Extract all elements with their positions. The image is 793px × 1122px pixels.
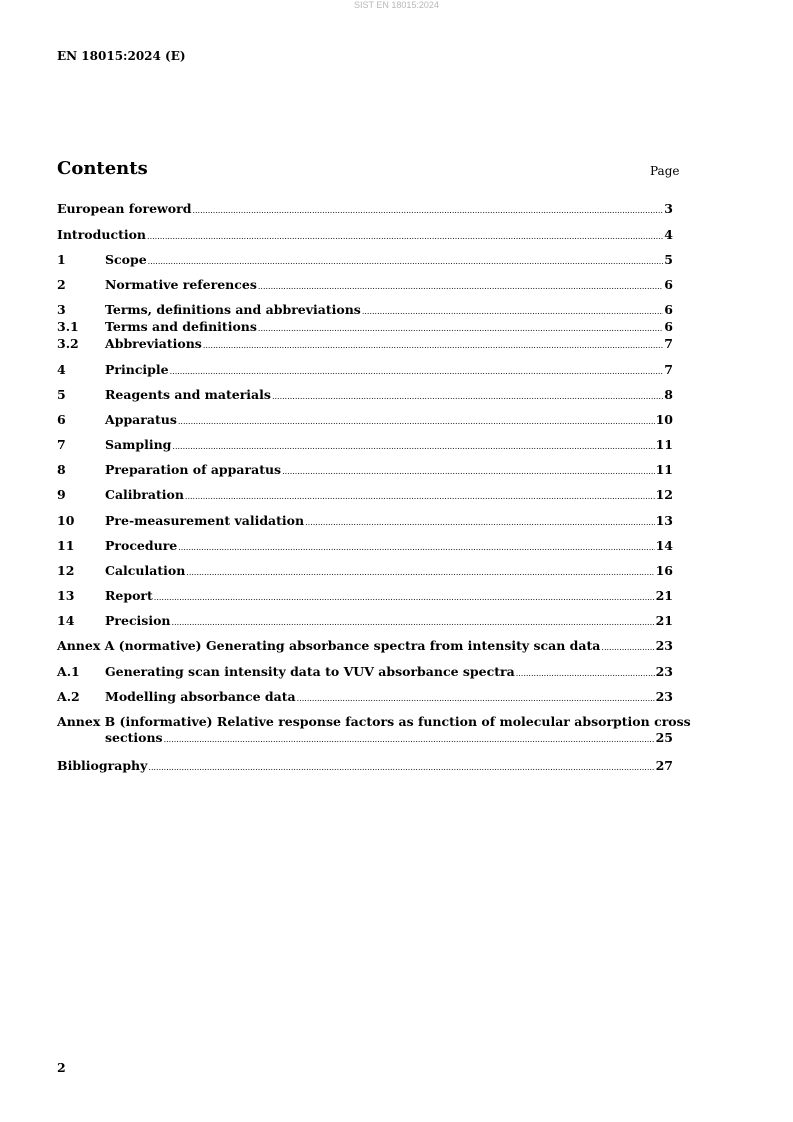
toc-dot-leader (258, 279, 663, 295)
toc-entry-number: 12 (57, 563, 75, 578)
toc-dot-leader (516, 666, 655, 682)
toc-entry-page: 11 (655, 462, 673, 477)
toc-entry-number: 1 (57, 252, 66, 267)
toc-entry-page: 11 (655, 437, 673, 452)
toc-entry-title: Preparation of apparatus (105, 462, 282, 477)
toc-entry-page: 23 (655, 638, 673, 653)
toc-entry-number: 3.1 (57, 319, 79, 334)
toc-entry-page: 16 (655, 563, 673, 578)
toc-entry-title: Modelling absorbance data (105, 689, 296, 704)
toc-entry[interactable] (57, 319, 673, 337)
toc-entry-number: 10 (57, 513, 75, 528)
toc-entry-page: 6 (664, 319, 673, 334)
toc-entry-page: 23 (655, 664, 673, 679)
toc-dot-leader (185, 489, 655, 505)
toc-entry[interactable] (57, 336, 673, 354)
toc-entry-title: Principle (105, 362, 169, 377)
contents-heading: Contents (57, 158, 148, 179)
toc-entry[interactable] (57, 664, 673, 682)
toc-entry-title: Introduction (57, 227, 147, 242)
toc-entry-page: 12 (655, 487, 673, 502)
toc-entry-page: 21 (655, 613, 673, 628)
toc-dot-leader (148, 760, 654, 776)
toc-entry-page: 13 (655, 513, 673, 528)
toc-entry-page: 3 (664, 201, 673, 216)
toc-entry-number: 3.2 (57, 336, 79, 351)
toc-dot-leader (258, 321, 663, 337)
toc-entry-page: 7 (664, 362, 673, 377)
toc-dot-leader (147, 229, 663, 245)
toc-entry[interactable] (57, 302, 673, 320)
toc-dot-leader (178, 540, 654, 556)
toc-entry-title: Scope (105, 252, 147, 267)
toc-dot-leader (172, 439, 654, 455)
toc-entry-title: Pre-measurement validation (105, 513, 305, 528)
watermark: SIST EN 18015:2024 (354, 0, 439, 10)
toc-entry[interactable] (57, 613, 673, 631)
toc-entry-number: 3 (57, 302, 66, 317)
toc-entry-number: 6 (57, 412, 66, 427)
toc-entry[interactable] (57, 563, 673, 581)
toc-entry-page: 27 (655, 758, 673, 773)
toc-entry-number: 14 (57, 613, 75, 628)
toc-dot-leader (601, 640, 654, 656)
toc-entry-number: 13 (57, 588, 75, 603)
toc-entry-title: Normative references (105, 277, 257, 292)
toc-entry[interactable] (57, 689, 673, 707)
toc-entry-number: A.2 (57, 689, 80, 704)
toc-dot-leader (203, 338, 663, 354)
toc-dot-leader (178, 414, 655, 430)
toc-entry[interactable] (57, 487, 673, 505)
page-number: 2 (57, 1060, 66, 1075)
toc-dot-leader (154, 590, 655, 606)
toc-entry-title: Reagents and materials (105, 387, 271, 402)
toc-entry[interactable] (57, 513, 673, 531)
toc-entry-title: Terms, definitions and abbreviations (105, 302, 361, 317)
toc-entry-number: A.1 (57, 664, 80, 679)
toc-entry-page: 8 (664, 387, 673, 402)
toc-entry[interactable] (57, 538, 673, 556)
toc-entry-title: Apparatus (105, 412, 177, 427)
toc-dot-leader (172, 615, 655, 631)
toc-entry[interactable] (57, 588, 673, 606)
toc-dot-leader (186, 565, 654, 581)
toc-entry-title: Generating scan intensity data to VUV absorbance spectra (105, 664, 515, 679)
document-id: EN 18015:2024 (E) (57, 49, 186, 63)
toc-entry-page: 4 (664, 227, 673, 242)
toc-entry[interactable] (57, 227, 673, 245)
toc-entry-title: Precision (105, 613, 171, 628)
toc-entry-title-continued: sections (105, 730, 163, 745)
toc-dot-leader (282, 464, 655, 480)
toc-entry-page: 25 (655, 730, 673, 745)
toc-dot-leader (164, 732, 655, 748)
toc-entry-page: 21 (655, 588, 673, 603)
toc-entry-number: 7 (57, 437, 66, 452)
toc-entry[interactable] (57, 758, 673, 776)
toc-entry-title: European foreword (57, 201, 192, 216)
toc-entry[interactable] (57, 638, 673, 656)
toc-entry-number: 2 (57, 277, 66, 292)
toc-dot-leader (170, 364, 664, 380)
toc-entry-title: Annex B (informative) Relative response factors as function of molecular absorption cross (57, 714, 691, 729)
toc-entry[interactable] (57, 277, 673, 295)
toc-entry-number: 4 (57, 362, 66, 377)
toc-entry-title: Abbreviations (105, 336, 202, 351)
toc-entry-page: 23 (655, 689, 673, 704)
toc-entry-page: 10 (655, 412, 673, 427)
toc-entry[interactable] (57, 412, 673, 430)
toc-entry[interactable] (57, 714, 691, 748)
toc-entry-number: 9 (57, 487, 66, 502)
toc-entry-page: 5 (664, 252, 673, 267)
toc-dot-leader (148, 254, 664, 270)
toc-entry-page: 6 (664, 277, 673, 292)
toc-entry[interactable] (57, 462, 673, 480)
toc-dot-leader (362, 304, 663, 320)
toc-entry-number: 5 (57, 387, 66, 402)
toc-entry-title: Sampling (105, 437, 172, 452)
toc-entry-page: 14 (655, 538, 673, 553)
toc-entry-number: 11 (57, 538, 75, 553)
toc-entry-title: Report (105, 588, 153, 603)
toc-entry-title: Calculation (105, 563, 186, 578)
toc-dot-leader (272, 389, 663, 405)
toc-entry[interactable] (57, 387, 673, 405)
toc-entry-number: 8 (57, 462, 66, 477)
toc-entry-title: Procedure (105, 538, 178, 553)
toc-entry[interactable] (57, 437, 673, 455)
toc-entry-title: Bibliography (57, 758, 148, 773)
toc-entry-title: Annex A (normative) Generating absorbance spectra from intensity scan data (57, 638, 601, 653)
toc-entry[interactable] (57, 252, 673, 270)
toc-dot-leader (192, 203, 663, 219)
toc-entry-page: 6 (664, 302, 673, 317)
toc-entry-title: Calibration (105, 487, 184, 502)
toc-entry-page: 7 (664, 336, 673, 351)
page-column-label: Page (650, 164, 680, 178)
toc-entry-title: Terms and definitions (105, 319, 257, 334)
toc-entry[interactable] (57, 201, 673, 219)
toc-dot-leader (305, 515, 654, 531)
toc-entry[interactable] (57, 362, 673, 380)
toc-dot-leader (297, 691, 655, 707)
